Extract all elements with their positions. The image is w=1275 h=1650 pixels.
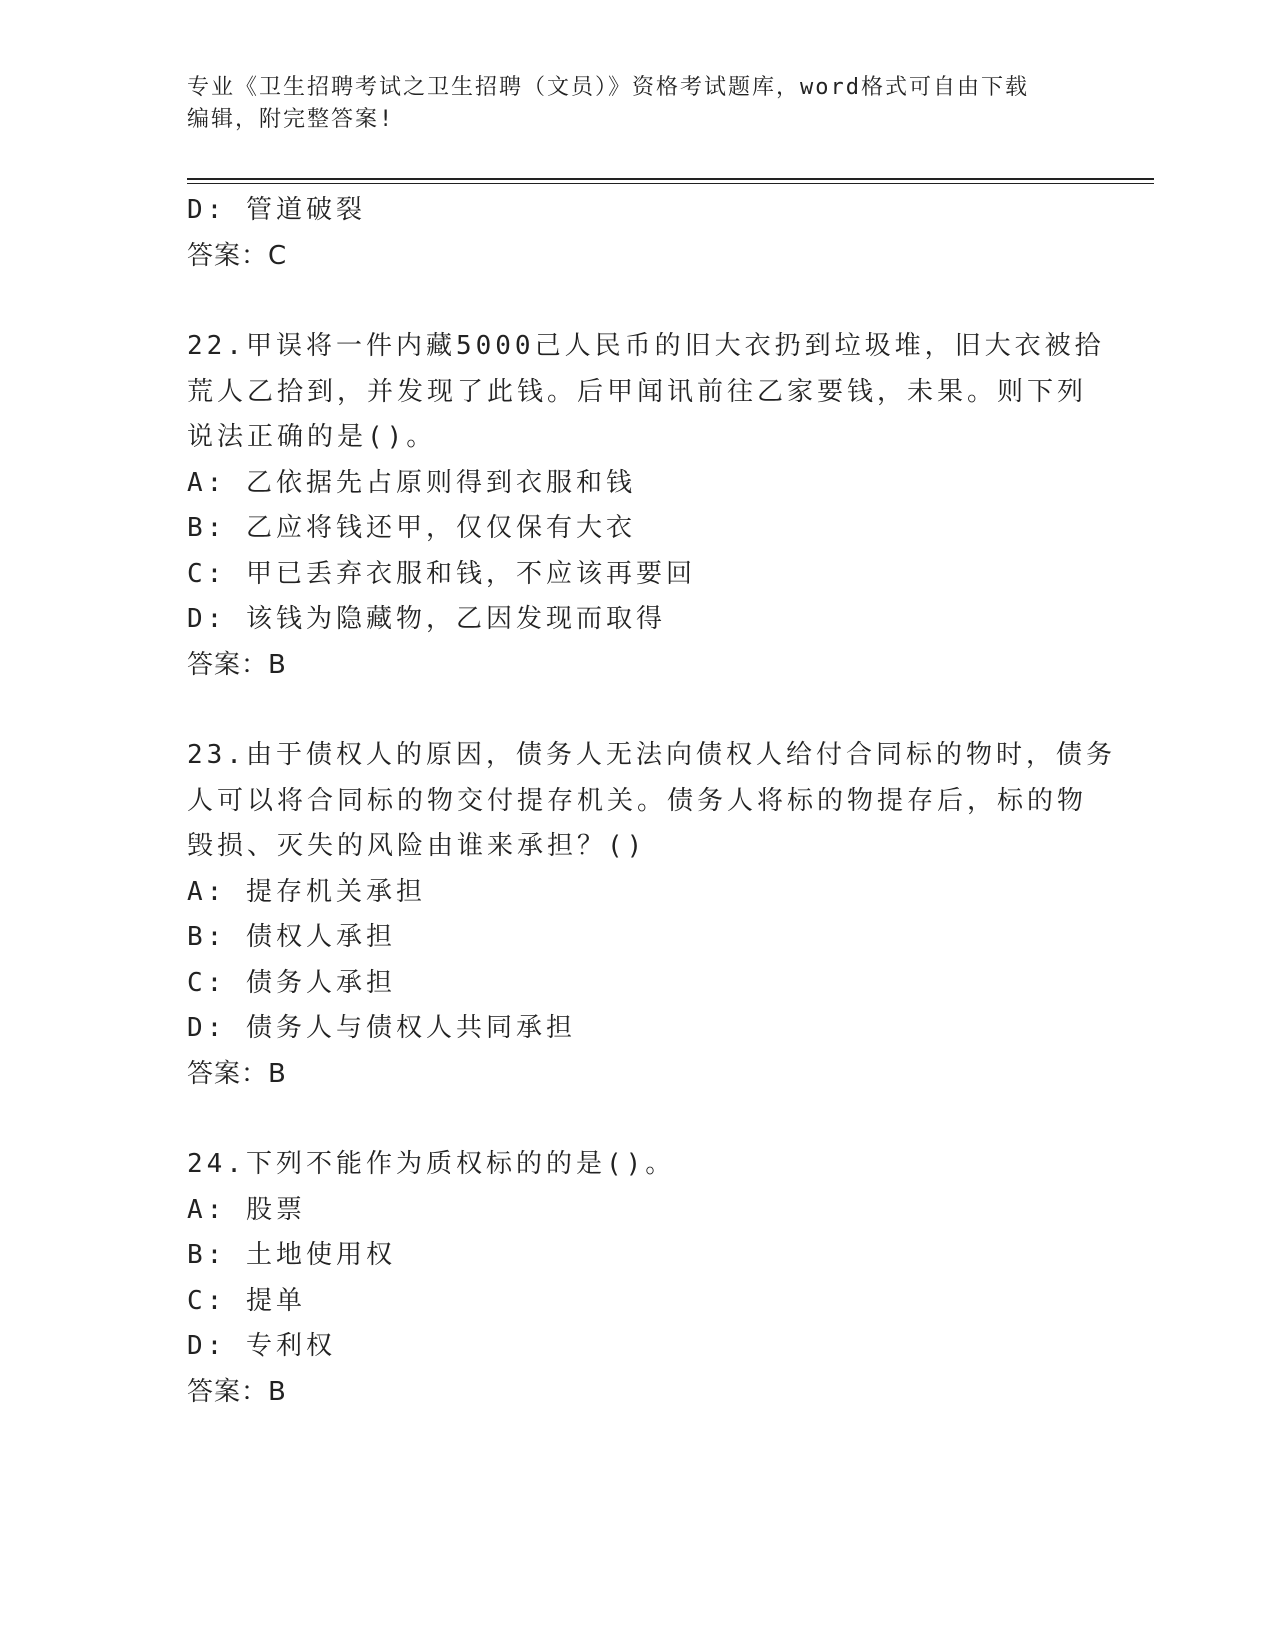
answer-line: 答案：B bbox=[187, 649, 287, 680]
question-text-line: 毁损、灭失的风险由谁来承担？() bbox=[187, 831, 647, 861]
question-text-line: 24.下列不能作为质权标的的是()。 bbox=[187, 1149, 676, 1179]
option-c: C: 提单 bbox=[187, 1285, 306, 1316]
question-22 bbox=[187, 324, 1105, 688]
spacer bbox=[187, 1097, 1087, 1142]
option-b: B: 土地使用权 bbox=[187, 1240, 396, 1270]
option-c: C: 债务人承担 bbox=[187, 967, 396, 998]
question-text-line: 荒人乙拾到，并发现了此钱。后甲闻讯前往乙家要钱，未果。则下列 bbox=[187, 376, 1088, 407]
header-line-2: 编辑，附完整答案! bbox=[187, 107, 395, 132]
option-d: D: 该钱为隐藏物，乙因发现而取得 bbox=[187, 604, 666, 634]
header-divider-thin bbox=[187, 183, 1154, 184]
option-a: A: 股票 bbox=[187, 1194, 306, 1225]
answer-line: 答案：B bbox=[187, 1376, 287, 1407]
option-d: D: 债务人与债权人共同承担 bbox=[187, 1013, 576, 1043]
document-header bbox=[187, 72, 1087, 136]
spacer bbox=[187, 688, 1087, 733]
option-b: B: 债权人承担 bbox=[187, 922, 396, 952]
option-d: D: 管道破裂 bbox=[187, 195, 366, 225]
option-b: B: 乙应将钱还甲，仅仅保有大衣 bbox=[187, 513, 636, 543]
option-a: A: 乙依据先占原则得到衣服和钱 bbox=[187, 467, 636, 498]
question-text-line: 人可以将合同标的物交付提存机关。债务人将标的物提存后，标的物 bbox=[187, 785, 1088, 816]
question-23 bbox=[187, 733, 1116, 1097]
document-body bbox=[187, 188, 1116, 1415]
question-text-line: 说法正确的是()。 bbox=[187, 422, 437, 452]
question-text-line: 23.由于债权人的原因，债务人无法向债权人给付合同标的物时，债务 bbox=[187, 740, 1116, 770]
option-a: A: 提存机关承担 bbox=[187, 876, 426, 907]
option-c: C: 甲已丢弃衣服和钱，不应该再要回 bbox=[187, 558, 696, 589]
header-line-1: 专业《卫生招聘考试之卫生招聘（文员）》资格考试题库，word格式可自由下载 bbox=[187, 75, 1029, 100]
question-24 bbox=[187, 1142, 1087, 1415]
option-d: D: 专利权 bbox=[187, 1331, 336, 1361]
header-divider-thick bbox=[187, 178, 1154, 180]
previous-question-tail bbox=[187, 188, 1087, 279]
spacer bbox=[187, 279, 1087, 324]
answer-line: 答案：C bbox=[187, 240, 288, 271]
answer-line: 答案：B bbox=[187, 1058, 287, 1089]
question-text-line: 22.甲误将一件内藏5000己人民币的旧大衣扔到垃圾堆，旧大衣被拾 bbox=[187, 331, 1105, 361]
